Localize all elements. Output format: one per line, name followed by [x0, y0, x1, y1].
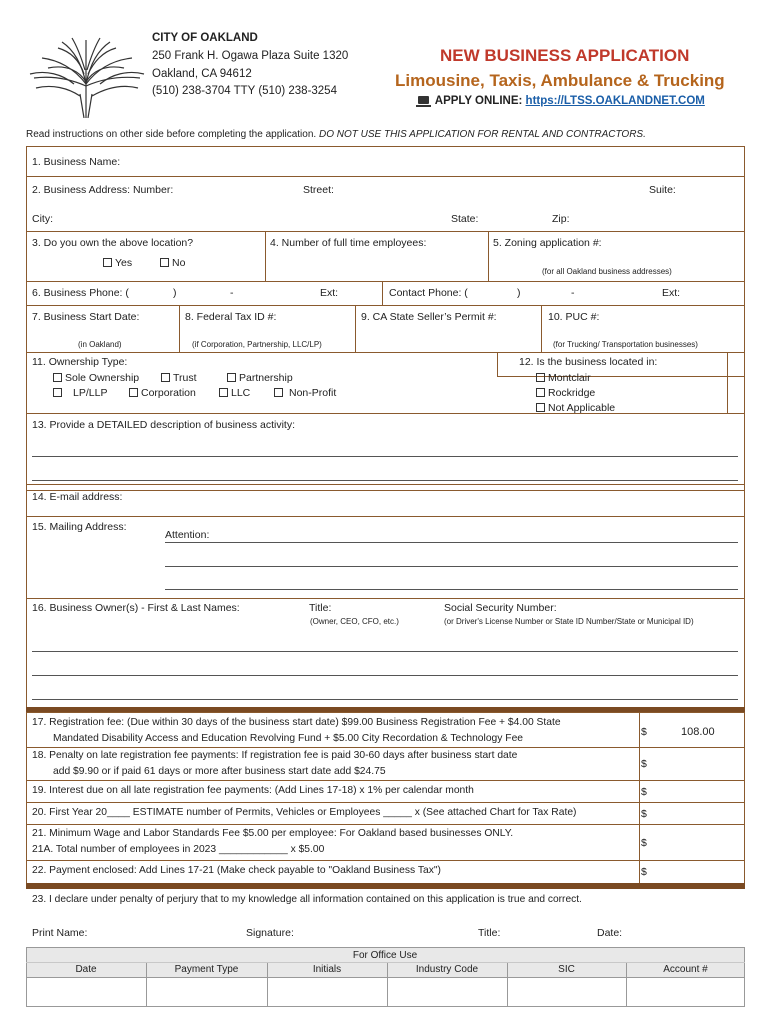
owner-title-note: (Owner, CEO, CFO, etc.) [310, 617, 399, 626]
contact-phone-dash: - [571, 287, 575, 299]
line-17-dollar: $ [641, 726, 647, 738]
print-name-label: Print Name: [32, 927, 88, 939]
line-22-dollar[interactable]: $ [641, 866, 647, 878]
own-no-label: No [172, 257, 186, 269]
partnership-checkbox[interactable] [227, 373, 236, 382]
business-name-field[interactable] [130, 150, 740, 172]
business-phone-paren: ) [173, 287, 177, 299]
business-address-label: 2. Business Address: Number: [32, 184, 174, 196]
email-field[interactable] [140, 488, 740, 512]
line-20-dollar[interactable]: $ [641, 808, 647, 820]
contact-phone-paren: ) [517, 287, 521, 299]
own-yes-label: Yes [115, 257, 133, 269]
montclair-label: Montclair [548, 372, 591, 384]
line-17-text-b: Mandated Disability Access and Education Revolving Fund + $5.00 City Recordation & Technology Fee [53, 733, 524, 744]
office-col-header-3: Industry Code [415, 964, 479, 975]
instructions-warning: DO NOT USE THIS APPLICATION FOR RENTAL AND CONTRACTORS. [318, 129, 646, 140]
line-20-text: 20. First Year 20____ ESTIMATE number of Permits, Vehicles or Employees _____ x (See attached Chart for Tax Rate) [32, 807, 577, 818]
trust-label: Trust [173, 372, 197, 384]
business-phone-ext-label: Ext: [320, 287, 339, 299]
llc-label: LLC [231, 387, 251, 399]
line-21-dollar[interactable]: $ [641, 837, 647, 849]
signature-label: Signature: [246, 927, 294, 939]
non-profit-checkbox[interactable] [274, 388, 283, 397]
own-location-label: 3. Do you own the above location? [32, 237, 194, 249]
activity-line-2[interactable] [32, 480, 738, 481]
llc-checkbox[interactable] [219, 388, 228, 397]
business-phone-label: 6. Business Phone: ( [32, 287, 129, 299]
mailing-address-label: 15. Mailing Address: [32, 521, 127, 533]
suite-label: Suite: [649, 184, 676, 196]
street-label: Street: [303, 184, 334, 196]
federal-tax-id-note: (if Corporation, Partnership, LLC/LP) [192, 340, 322, 349]
city-name: CITY OF OAKLAND [152, 32, 258, 44]
lp-llp-label: LP/LLP [73, 387, 108, 399]
corporation-label: Corporation [141, 387, 196, 399]
office-col-header-1: Payment Type [174, 964, 239, 975]
contact-phone-ext-label: Ext: [662, 287, 681, 299]
puc-note: (for Trucking/ Transportation businesses) [553, 340, 698, 349]
declaration-text: 23. I declare under penalty of perjury that to my knowledge all information contained on this application is true and correct. [32, 894, 582, 905]
line-18-text-b: add $9.90 or if paid 61 days or more after business start date add $24.75 [53, 766, 386, 777]
puc-label: 10. PUC #: [548, 311, 600, 323]
non-profit-label: Non-Profit [289, 387, 337, 399]
activity-line-1[interactable] [32, 456, 738, 457]
line-19-dollar[interactable]: $ [641, 786, 647, 798]
ssn-label: Social Security Number: [444, 602, 557, 614]
not-applicable-label: Not Applicable [548, 402, 616, 414]
city-label: City: [32, 213, 53, 225]
employees-label: 4. Number of full time employees: [270, 237, 427, 249]
office-col-header-0: Date [75, 964, 97, 975]
owner-line-1[interactable] [32, 651, 738, 652]
computer-icon [418, 96, 429, 104]
instructions-text: Read instructions on other side before completing the application. [26, 129, 319, 140]
line-21-text: 21. Minimum Wage and Labor Standards Fee $5.00 per employee: For Oakland based businesses ONLY. [32, 828, 514, 839]
declaration-date-label: Date: [597, 927, 623, 939]
city-logo [28, 34, 146, 118]
zoning-note: (for all Oakland business addresses) [542, 267, 672, 276]
apply-online-link[interactable]: https://LTSS.OAKLANDNET.COM [525, 95, 705, 107]
sellers-permit-label: 9. CA State Seller’s Permit #: [361, 311, 497, 323]
attention-line[interactable] [165, 542, 738, 543]
form-subtitle: Limousine, Taxis, Ambulance & Trucking [395, 71, 725, 90]
office-cell-4[interactable] [507, 963, 626, 1007]
activity-description-label: 13. Provide a DETAILED description of business activity: [32, 419, 296, 431]
office-cell-1[interactable] [146, 963, 267, 1007]
partnership-label: Partnership [239, 372, 293, 384]
own-yes-checkbox[interactable] [103, 258, 112, 267]
line-18-text-a: 18. Penalty on late registration fee payments: If registration fee is paid 30-60 days after business start date [32, 750, 518, 761]
owner-line-2[interactable] [32, 675, 738, 676]
sole-ownership-checkbox[interactable] [53, 373, 62, 382]
declaration-title-label: Title: [478, 927, 501, 939]
owner-title-label: Title: [309, 602, 332, 614]
contact-phone-label: Contact Phone: ( [389, 287, 468, 299]
apply-online-label: APPLY ONLINE: [434, 95, 523, 107]
state-label: State: [451, 213, 479, 225]
attention-label: Attention: [165, 529, 210, 541]
line-21a-text: 21A. Total number of employees in 2023 ____________ x $5.00 [32, 844, 325, 855]
zip-label: Zip: [552, 213, 570, 225]
office-phone: (510) 238-3704 TTY (510) 238-3254 [152, 85, 337, 98]
line-17-text-a: 17. Registration fee: (Due within 30 days of the business start date) $99.00 Business Registration Fee + $4.00 State [32, 717, 561, 728]
trust-checkbox[interactable] [161, 373, 170, 382]
ownership-type-label: 11. Ownership Type: [32, 356, 128, 368]
line-19-text: 19. Interest due on all late registration fee payments: (Add Lines 17-18) x 1% per calendar month [32, 785, 474, 796]
business-phone-dash: - [230, 287, 234, 299]
lp-llp-checkbox[interactable] [53, 388, 62, 397]
line-17-amount[interactable]: 108.00 [681, 726, 715, 738]
office-col-header-4: SIC [558, 964, 575, 975]
corporation-checkbox[interactable] [129, 388, 138, 397]
location-district-label: 12. Is the business located in: [519, 356, 658, 368]
office-cell-0[interactable] [26, 963, 146, 1007]
owner-names-label: 16. Business Owner(s) - First & Last Names: [32, 602, 240, 614]
office-use-heading: For Office Use [352, 950, 418, 961]
office-address-line2: Oakland, CA 94612 [152, 67, 252, 80]
federal-tax-id-label: 8. Federal Tax ID #: [185, 311, 277, 323]
own-no-checkbox[interactable] [160, 258, 169, 267]
line-22-text: 22. Payment enclosed: Add Lines 17-21 (Make check payable to "Oakland Business Tax") [32, 865, 441, 876]
sole-ownership-label: Sole Ownership [65, 372, 140, 384]
zoning-label: 5. Zoning application #: [493, 237, 602, 249]
mailing-line-2[interactable] [165, 566, 738, 567]
mailing-line-3[interactable] [165, 589, 738, 590]
office-col-header-2: Initials [312, 964, 342, 975]
declaration-divider [26, 883, 745, 889]
form-title: NEW BUSINESS APPLICATION [440, 46, 690, 65]
email-label: 14. E-mail address: [32, 491, 123, 503]
office-cell-5[interactable] [626, 963, 745, 1007]
montclair-checkbox[interactable] [536, 373, 545, 382]
line-18-dollar[interactable]: $ [641, 758, 647, 770]
start-date-note: (in Oakland) [78, 340, 122, 349]
rockridge-checkbox[interactable] [536, 388, 545, 397]
owner-line-3[interactable] [32, 699, 738, 700]
start-date-label: 7. Business Start Date: [32, 311, 140, 323]
not-applicable-checkbox[interactable] [536, 403, 545, 412]
office-address-line1: 250 Frank H. Ogawa Plaza Suite 1320 [152, 49, 349, 62]
rockridge-label: Rockridge [548, 387, 596, 399]
office-cell-3[interactable] [387, 963, 507, 1007]
office-cell-2[interactable] [267, 963, 387, 1007]
office-col-header-5: Account # [663, 964, 708, 975]
ssn-note: (or Driver's License Number or State ID Number/State or Municipal ID) [444, 617, 694, 626]
business-name-label: 1. Business Name: [32, 156, 121, 168]
